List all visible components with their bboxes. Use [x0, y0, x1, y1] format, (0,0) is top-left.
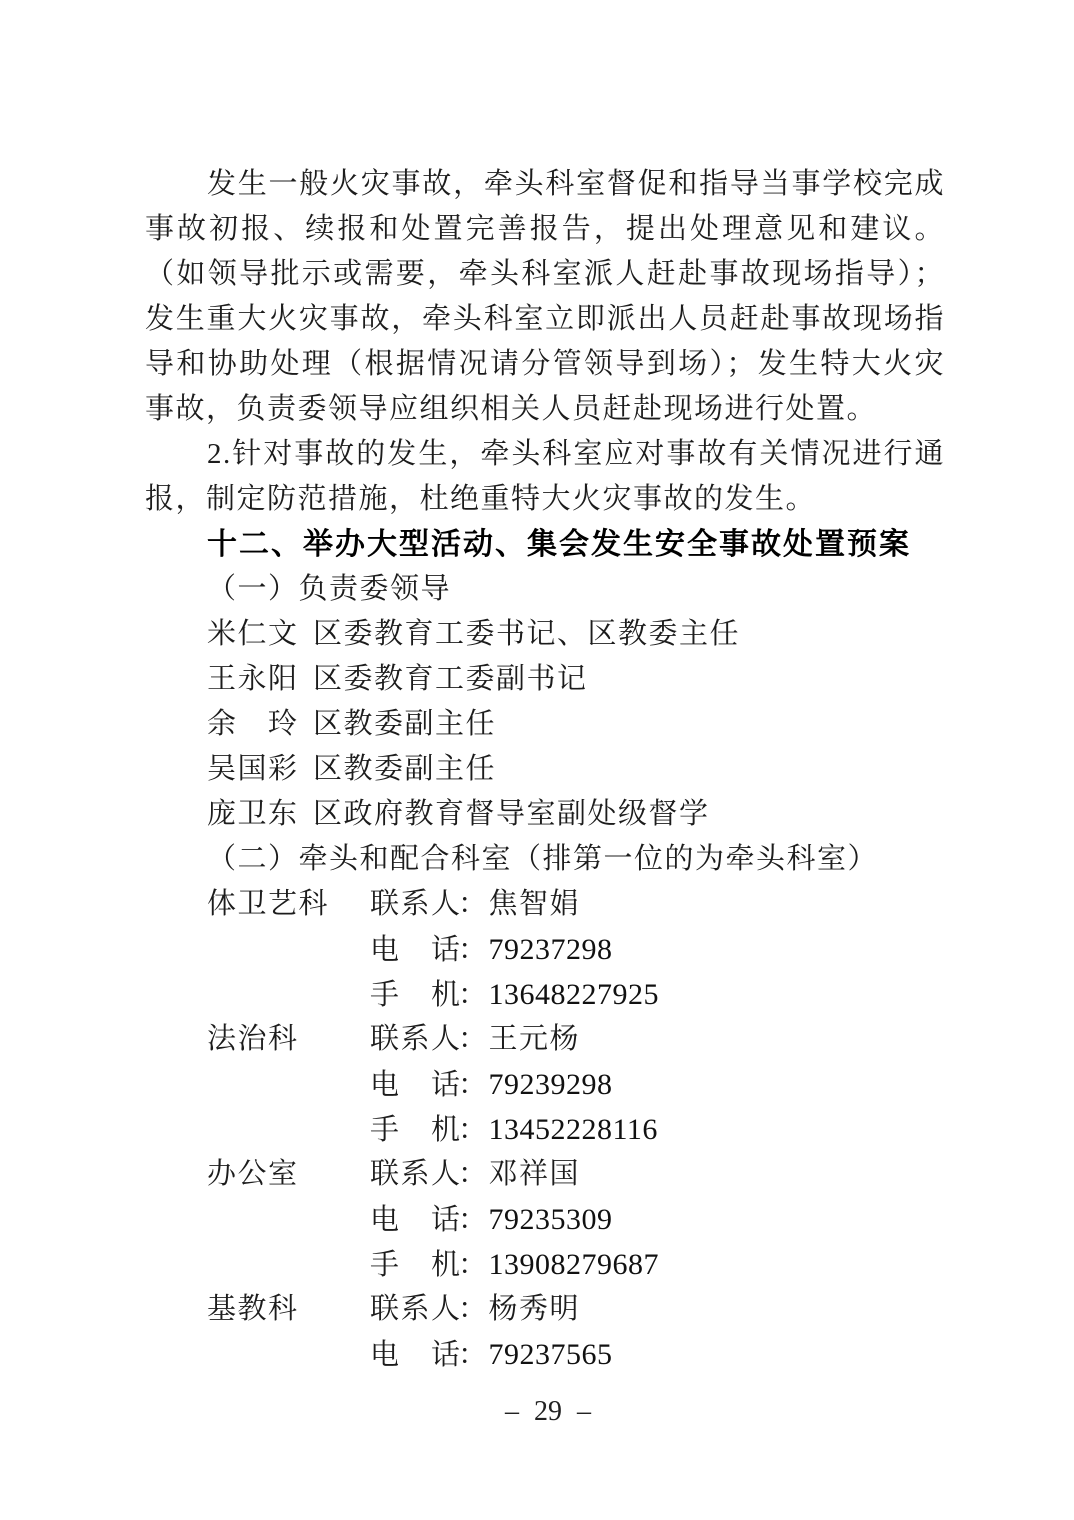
leader-title: 区政府教育督导室副处级督学	[313, 798, 710, 830]
contact-label: 联系人	[370, 888, 462, 920]
page-number: – 29 –	[505, 1396, 591, 1427]
colon: ：	[458, 888, 489, 920]
contact-label: 联系人	[370, 1158, 462, 1190]
contact-label: 联系人	[370, 1023, 462, 1055]
paragraph-notification: 2.针对事故的发生，牵头科室应对事故有关情况进行通报，制定防范措施，杜绝重特大火灾事故的发生。	[145, 438, 945, 515]
department-name: 基教科	[207, 1293, 299, 1325]
colon: ：	[458, 1114, 489, 1146]
department-contact-row	[145, 882, 945, 927]
phone-label: 电 话	[370, 1069, 462, 1101]
section-heading-12: 十二、举办大型活动、集会发生安全事故处置预案	[207, 528, 911, 561]
colon: ：	[458, 1204, 489, 1236]
mobile-label: 手 机	[370, 1114, 462, 1146]
leader-row	[145, 792, 945, 837]
leader-name: 余 玲	[207, 708, 299, 740]
contact-person: 邓祥国	[488, 1158, 581, 1190]
colon: ：	[458, 1339, 489, 1371]
leader-title: 区委教育工委副书记	[313, 663, 588, 695]
mobile-number: 13452228116	[488, 1113, 658, 1146]
leader-name: 米仁文	[207, 618, 299, 650]
leader-name: 吴国彩	[207, 753, 299, 785]
leader-row	[145, 702, 945, 747]
phone-number: 79237298	[488, 933, 613, 966]
colon: ：	[458, 1023, 489, 1055]
phone-label: 电 话	[370, 1204, 462, 1236]
colon: ：	[458, 1293, 489, 1325]
department-mobile-row	[145, 1242, 945, 1287]
leader-title: 区教委副主任	[313, 708, 497, 740]
phone-number: 79235309	[488, 1203, 613, 1236]
department-contact-row	[145, 1287, 945, 1332]
colon: ：	[458, 1158, 489, 1190]
paragraph-fire-response: 发生一般火灾事故，牵头科室督促和指导当事学校完成事故初报、续报和处置完善报告，提出处理意见和建议。（如领导批示或需要，牵头科室派人赶赴事故现场指导）；发生重大火灾事故，牵头科室立即派出人员赶赴事故现场指导和协助处理（根据情况请分管领导到场）；发生特大火灾事故，负责委领导应组织相关人员赶赴现场进行处置。	[145, 168, 945, 425]
colon: ：	[458, 1249, 489, 1281]
leader-name: 王永阳	[207, 663, 299, 695]
leader-row	[145, 612, 945, 657]
leader-row	[145, 747, 945, 792]
mobile-label: 手 机	[370, 979, 462, 1011]
department-phone-row	[145, 1332, 945, 1377]
leader-title: 区委教育工委书记、区教委主任	[313, 618, 741, 650]
department-contact-row	[145, 1152, 945, 1197]
mobile-label: 手 机	[370, 1249, 462, 1281]
contact-label: 联系人	[370, 1293, 462, 1325]
colon: ：	[458, 1069, 489, 1101]
department-phone-row	[145, 1062, 945, 1107]
department-mobile-row	[145, 972, 945, 1017]
department-contact-row	[145, 1017, 945, 1062]
subsection-2-title: （二）牵头和配合科室（排第一位的为牵头科室）	[207, 843, 879, 875]
mobile-number: 13908279687	[488, 1248, 660, 1281]
contact-person: 杨秀明	[488, 1293, 581, 1325]
leader-title: 区教委副主任	[313, 753, 497, 785]
subsection-1-title: （一）负责委领导	[207, 573, 452, 605]
document-content	[145, 162, 945, 1377]
phone-number: 79239298	[488, 1068, 613, 1101]
department-name: 体卫艺科	[207, 888, 330, 920]
department-name: 法治科	[207, 1023, 299, 1055]
phone-label: 电 话	[370, 934, 462, 966]
contact-person: 王元杨	[488, 1023, 581, 1055]
department-phone-row	[145, 1197, 945, 1242]
contact-person: 焦智娟	[488, 888, 581, 920]
colon: ：	[458, 934, 489, 966]
department-name: 办公室	[207, 1158, 299, 1190]
colon: ：	[458, 979, 489, 1011]
department-mobile-row	[145, 1107, 945, 1152]
mobile-number: 13648227925	[488, 978, 660, 1011]
phone-label: 电 话	[370, 1339, 462, 1371]
department-phone-row	[145, 927, 945, 972]
leader-row	[145, 657, 945, 702]
phone-number: 79237565	[488, 1338, 613, 1371]
leader-name: 庞卫东	[207, 798, 299, 830]
